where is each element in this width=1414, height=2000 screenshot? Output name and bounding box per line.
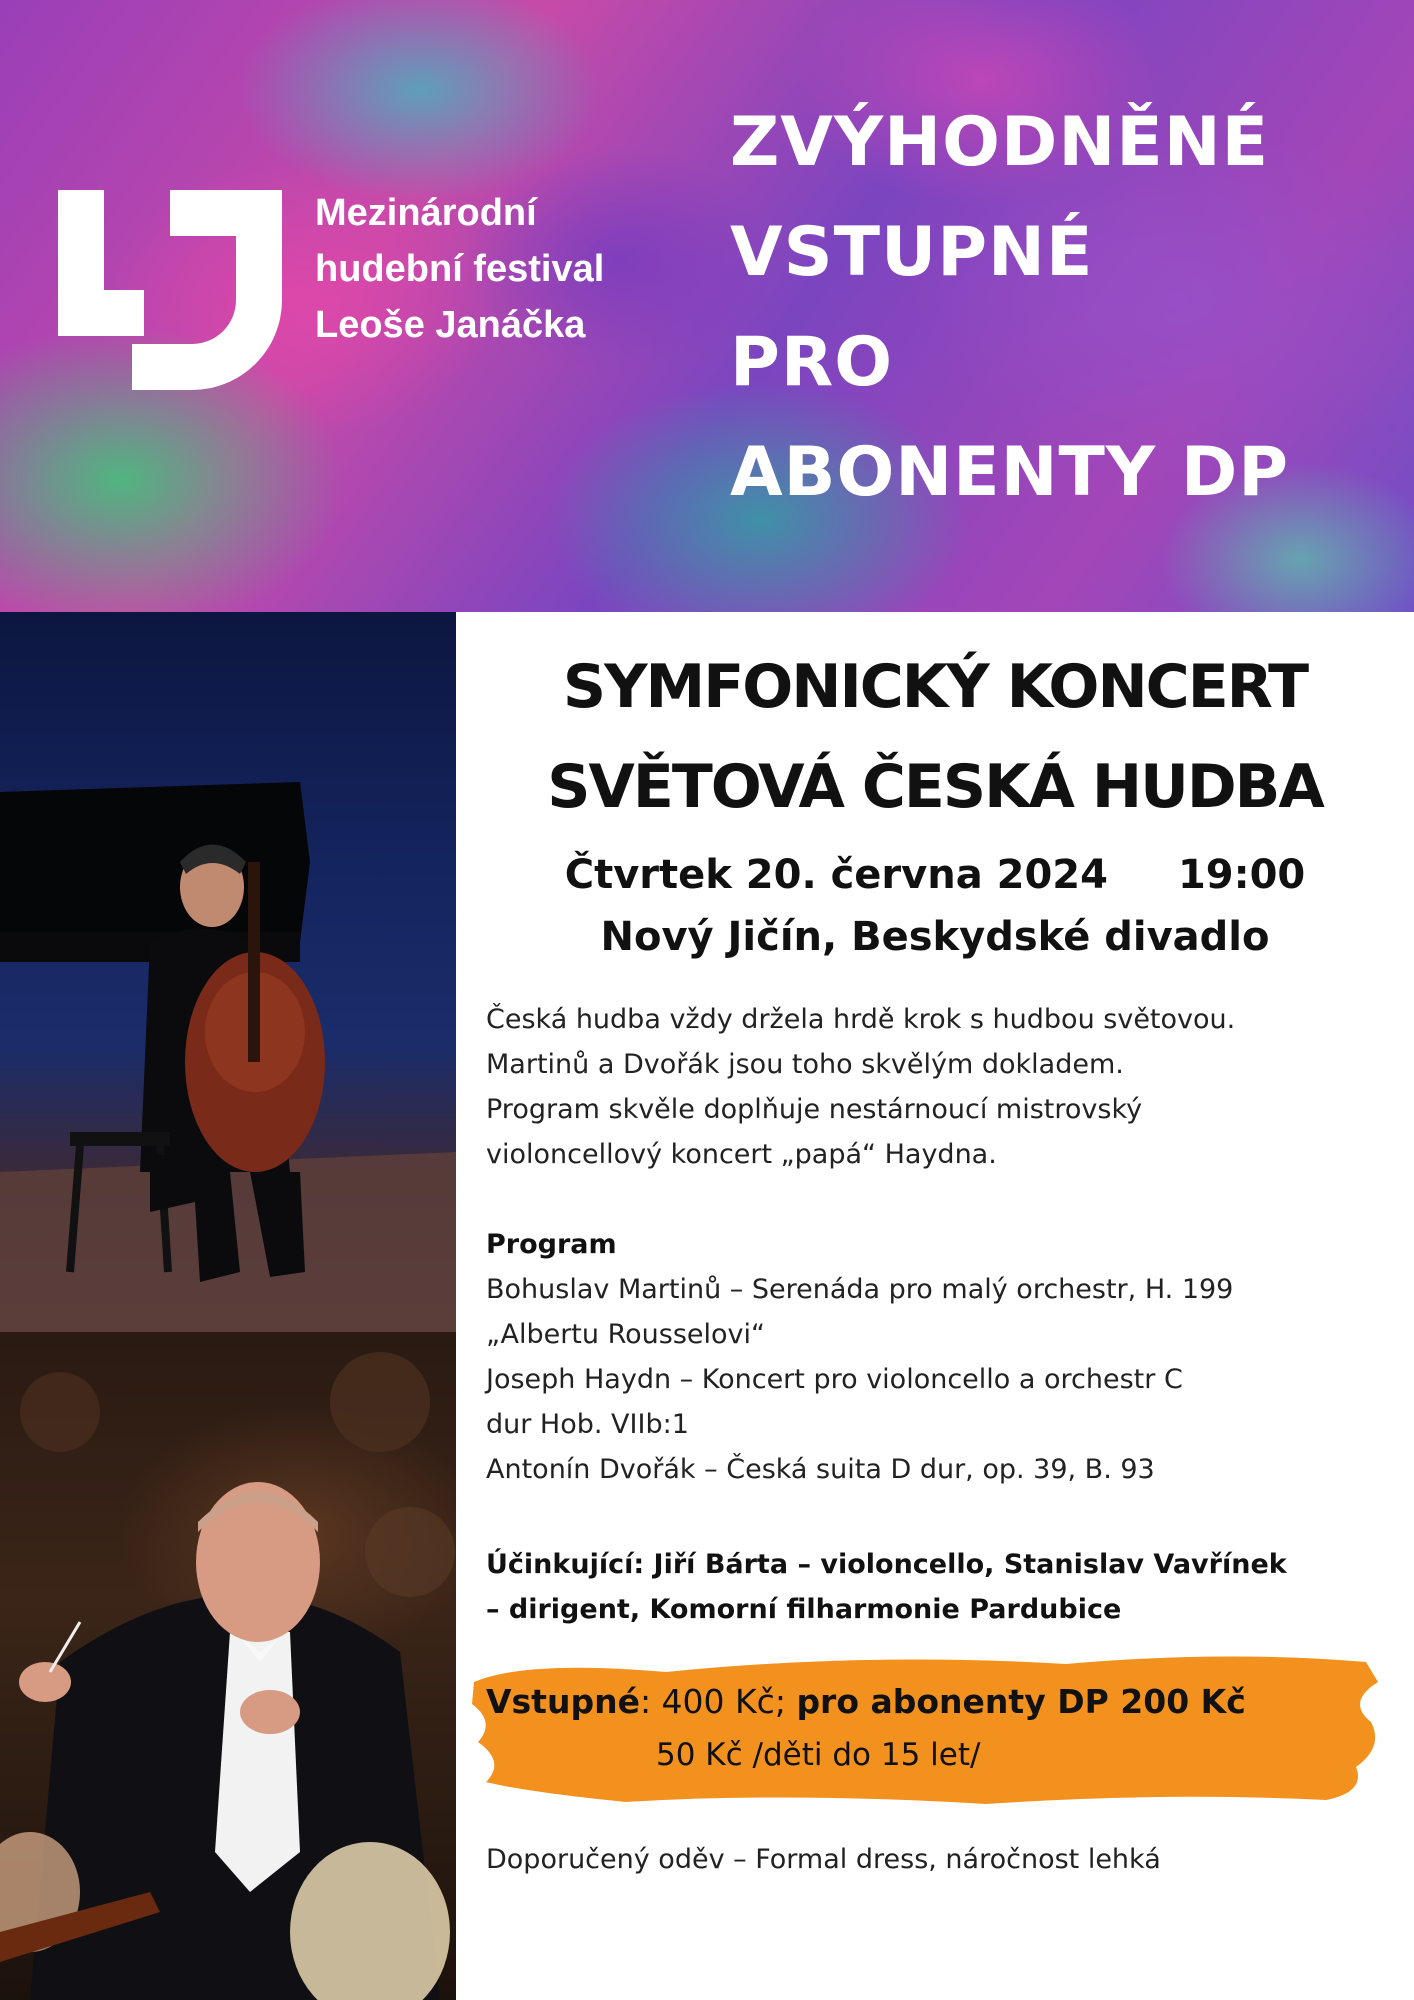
event-venue: Nový Jičín, Beskydské divadlo — [600, 914, 1270, 960]
event-datetime — [456, 852, 1414, 898]
festival-name-line: Mezinárodní — [315, 192, 537, 234]
festival-logo-icon — [58, 190, 282, 390]
program-line: dur Hob. VIIb:1 — [486, 1409, 689, 1440]
event-details — [456, 612, 1414, 2000]
event-time: 19:00 — [1177, 852, 1306, 898]
headline-line: ABONENTY DP — [730, 433, 1290, 512]
festival-name — [315, 185, 695, 353]
festival-name-line: Leoše Janáčka — [315, 304, 586, 346]
headline-line: PRO — [730, 323, 894, 402]
program-heading: Program — [486, 1229, 617, 1260]
dress-code: Doporučený oděv – Formal dress, náročnost lehká — [486, 1844, 1161, 1875]
price-children: 50 Kč /děti do 15 let/ — [656, 1737, 981, 1773]
program-list — [486, 1267, 1386, 1492]
discount-headline — [730, 88, 1370, 528]
description-line: Česká hudba vždy držela hrdě krok s hudbou světovou. — [486, 1004, 1236, 1035]
description-line: Program skvěle doplňuje nestárnoucí mistrovský — [486, 1094, 1143, 1125]
price-label: Vstupné — [486, 1682, 640, 1721]
price-regular: : 400 Kč; — [639, 1682, 797, 1721]
performers — [486, 1542, 1386, 1632]
cellist-photo — [0, 612, 456, 1332]
event-title-line1: SYMFONICKÝ KONCERT — [562, 652, 1308, 722]
price-subscriber: pro abonenty DP 200 Kč — [796, 1682, 1246, 1721]
festival-name-line: hudební festival — [315, 248, 605, 290]
event-date: Čtvrtek 20. června 2024 — [564, 852, 1108, 898]
pricing-box — [456, 1642, 1414, 1812]
header-banner — [0, 0, 1414, 612]
headline-line: VSTUPNÉ — [730, 213, 1094, 292]
performers-line: Účinkující: Jiří Bárta – violoncello, Stanislav Vavřínek — [486, 1549, 1287, 1580]
price-line-main — [486, 1682, 1246, 1721]
event-description — [486, 997, 1386, 1177]
description-line: violoncellový koncert „papá“ Haydna. — [486, 1139, 997, 1170]
description-line: Martinů a Dvořák jsou toho skvělým dokladem. — [486, 1049, 1124, 1080]
performers-line: – dirigent, Komorní filharmonie Pardubice — [486, 1594, 1122, 1625]
program-line: „Albertu Rousselovi“ — [486, 1319, 766, 1350]
brush-highlight-icon — [466, 1642, 1386, 1812]
headline-line: ZVÝHODNĚNÉ — [730, 103, 1270, 182]
event-title-line2: SVĚTOVÁ ČESKÁ HUDBA — [547, 752, 1323, 822]
program-line: Joseph Haydn – Koncert pro violoncello a orchestr C — [486, 1364, 1183, 1395]
conductor-photo — [0, 1332, 456, 2000]
program-line: Bohuslav Martinů – Serenáda pro malý orchestr, H. 199 — [486, 1274, 1234, 1305]
program-line: Antonín Dvořák – Česká suita D dur, op. 39, B. 93 — [486, 1454, 1155, 1485]
